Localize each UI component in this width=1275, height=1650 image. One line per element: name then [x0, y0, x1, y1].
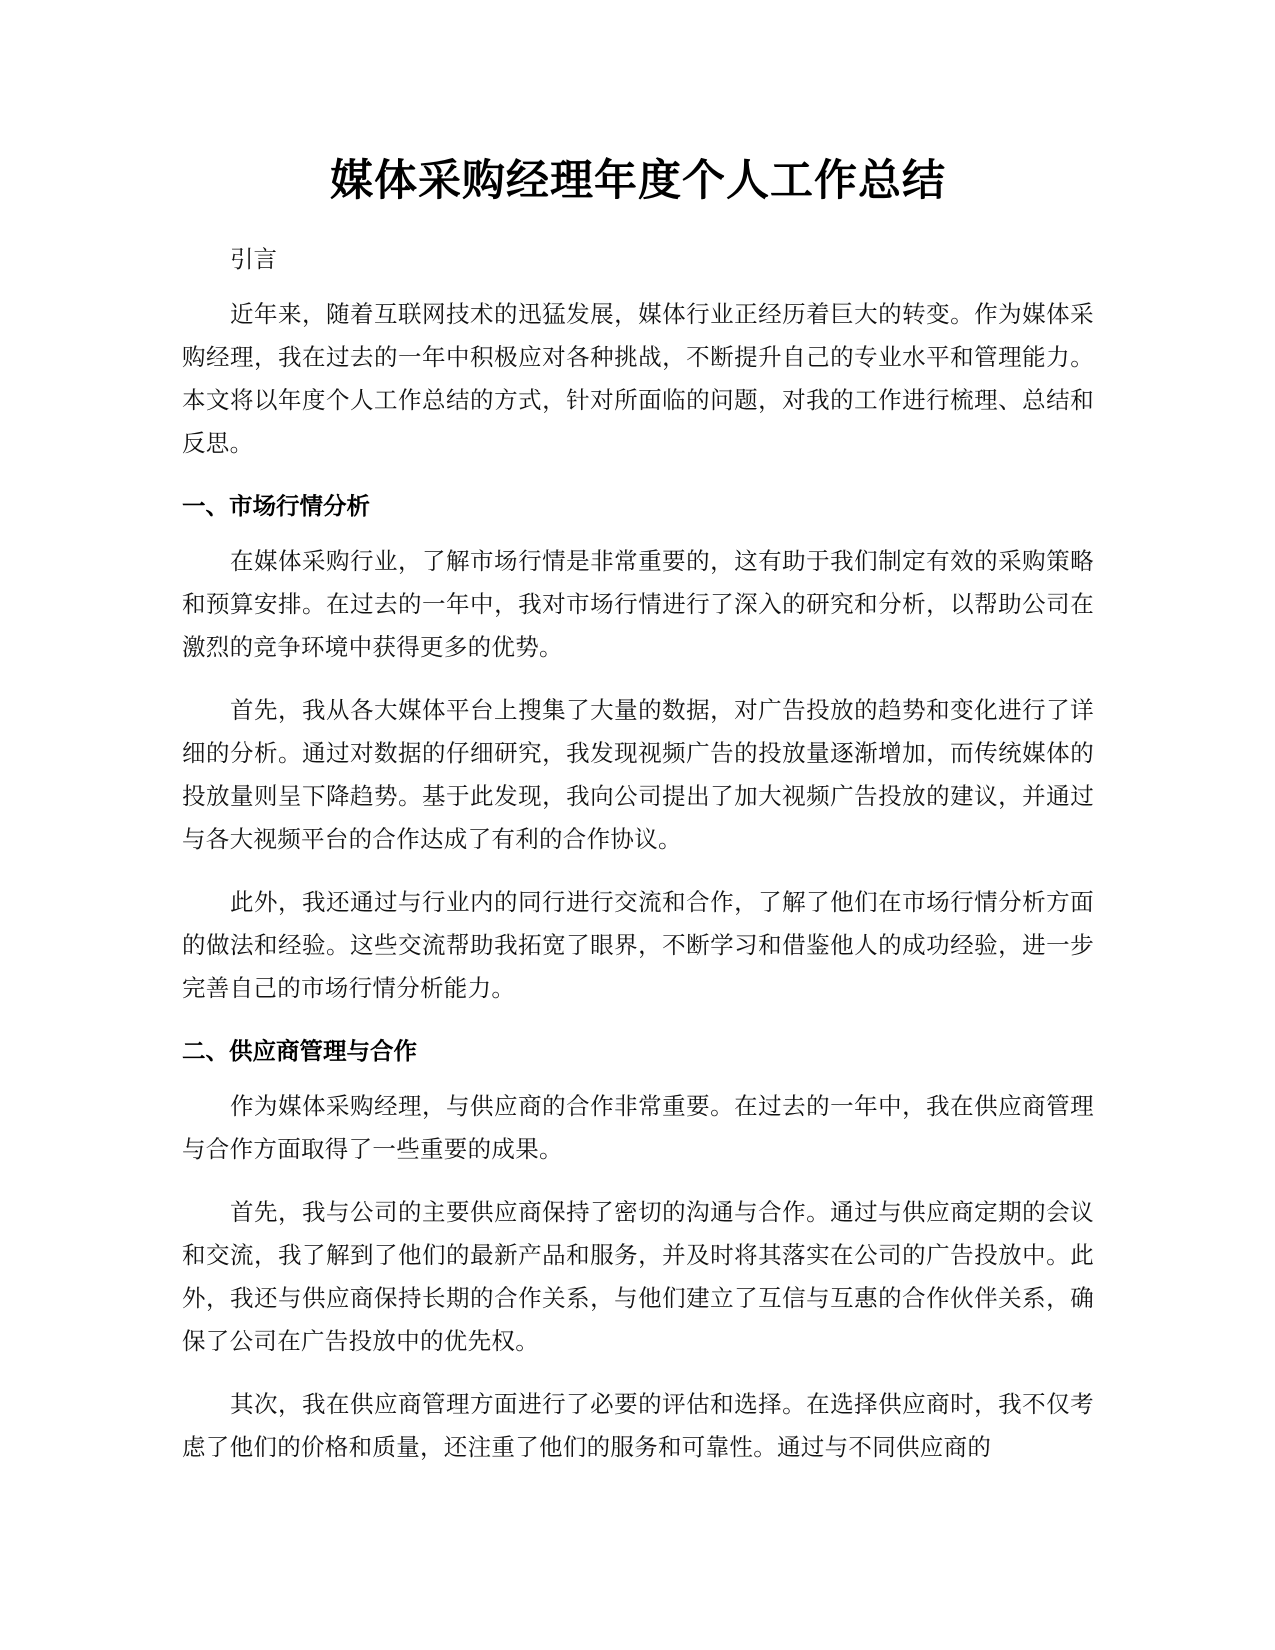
section-heading-supplier-management: 二、供应商管理与合作	[182, 1037, 417, 1065]
market-analysis-paragraph-1: 在媒体采购行业，了解市场行情是非常重要的，这有助于我们制定有效的采购策略和预算安排。在过去的一年中，我对市场行情进行了深入的研究和分析，以帮助公司在激烈的竞争环境中获得更多的优势。	[182, 547, 1094, 661]
section-heading-market-analysis: 一、市场行情分析	[182, 492, 370, 520]
document-title: 媒体采购经理年度个人工作总结	[330, 156, 946, 206]
supplier-paragraph-1: 作为媒体采购经理，与供应商的合作非常重要。在过去的一年中，我在供应商管理与合作方面取得了一些重要的成果。	[182, 1092, 1094, 1163]
supplier-paragraph-3: 其次，我在供应商管理方面进行了必要的评估和选择。在选择供应商时，我不仅考虑了他们的价格和质量，还注重了他们的服务和可靠性。通过与不同供应商的	[182, 1390, 1094, 1461]
market-analysis-paragraph-2: 首先，我从各大媒体平台上搜集了大量的数据，对广告投放的趋势和变化进行了详细的分析。通过对数据的仔细研究，我发现视频广告的投放量逐渐增加，而传统媒体的投放量则呈下降趋势。基于此发现，我向公司提出了加大视频广告投放的建议，并通过与各大视频平台的合作达成了有利的合作协议。	[182, 696, 1094, 853]
document-page	[182, 138, 1094, 1469]
market-analysis-paragraph-3: 此外，我还通过与行业内的同行进行交流和合作，了解了他们在市场行情分析方面的做法和经验。这些交流帮助我拓宽了眼界，不断学习和借鉴他人的成功经验，进一步完善自己的市场行情分析能力。	[182, 888, 1094, 1002]
intro-paragraph: 近年来，随着互联网技术的迅猛发展，媒体行业正经历着巨大的转变。作为媒体采购经理，我在过去的一年中积极应对各种挑战，不断提升自己的专业水平和管理能力。本文将以年度个人工作总结的方式，针对所面临的问题，对我的工作进行梳理、总结和反思。	[182, 300, 1094, 457]
supplier-paragraph-2: 首先，我与公司的主要供应商保持了密切的沟通与合作。通过与供应商定期的会议和交流，我了解到了他们的最新产品和服务，并及时将其落实在公司的广告投放中。此外，我还与供应商保持长期的合作关系，与他们建立了互信与互惠的合作伙伴关系，确保了公司在广告投放中的优先权。	[182, 1198, 1094, 1355]
intro-label: 引言	[230, 245, 277, 273]
